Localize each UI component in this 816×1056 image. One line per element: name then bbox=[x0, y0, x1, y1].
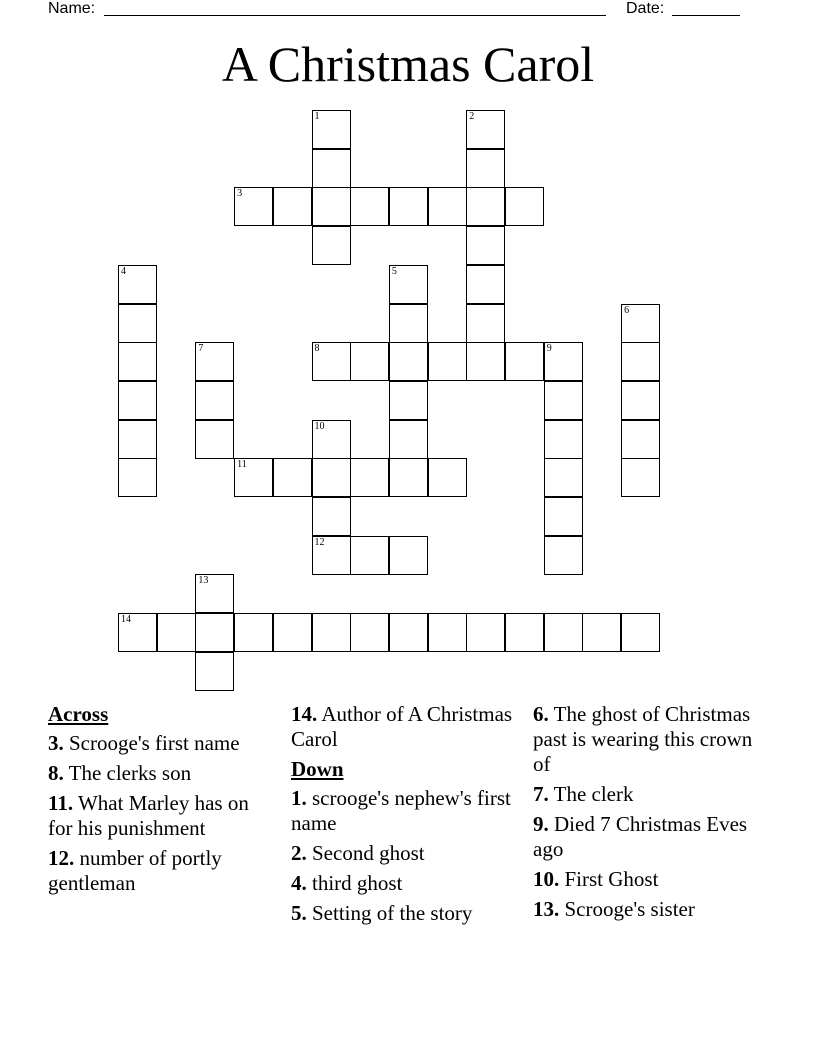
page-title: A Christmas Carol bbox=[221, 36, 595, 92]
grid-cell[interactable] bbox=[389, 265, 428, 304]
grid-cell[interactable] bbox=[621, 381, 660, 420]
grid-cell[interactable] bbox=[389, 420, 428, 459]
clue-number: 5 bbox=[391, 265, 397, 277]
grid-cell[interactable] bbox=[273, 458, 312, 497]
grid-cell[interactable] bbox=[312, 110, 351, 149]
grid-cell[interactable] bbox=[118, 381, 157, 420]
grid-cell[interactable] bbox=[350, 342, 389, 381]
clue-column-3 bbox=[533, 702, 773, 927]
grid-cell[interactable] bbox=[350, 187, 389, 226]
clue-number: 1 bbox=[314, 111, 320, 122]
grid-cell[interactable] bbox=[312, 149, 351, 188]
grid-cell[interactable] bbox=[195, 381, 234, 420]
clue-number: 2 bbox=[469, 111, 475, 122]
clue-down-9: 9. Died 7 Christmas Eves ago bbox=[533, 812, 748, 861]
grid-cell[interactable] bbox=[389, 613, 428, 652]
grid-cell[interactable] bbox=[389, 536, 428, 575]
grid-cell[interactable] bbox=[621, 342, 660, 381]
grid-cell[interactable] bbox=[195, 420, 234, 459]
grid-cell[interactable] bbox=[234, 458, 273, 497]
grid-cell[interactable] bbox=[234, 187, 273, 226]
clue-across-8: 8. The clerks son bbox=[48, 761, 192, 785]
grid-cell[interactable] bbox=[312, 458, 351, 497]
grid-cell[interactable] bbox=[389, 381, 428, 420]
across-heading: Across bbox=[48, 702, 109, 726]
grid-cell[interactable] bbox=[621, 420, 660, 459]
grid-cell[interactable] bbox=[621, 458, 660, 497]
grid-cell[interactable] bbox=[195, 574, 234, 613]
grid-cell[interactable] bbox=[621, 613, 660, 652]
grid-cell[interactable] bbox=[544, 420, 583, 459]
grid-cell[interactable] bbox=[466, 149, 505, 188]
grid-cell[interactable] bbox=[466, 226, 505, 265]
clue-down-6: 6. The ghost of Christmas past is wearing this crown of bbox=[533, 702, 753, 776]
clue-across-12: 12. number of portly gentleman bbox=[48, 846, 222, 895]
grid-cell[interactable] bbox=[118, 613, 157, 652]
grid-cell[interactable] bbox=[118, 265, 157, 304]
clue-column-1 bbox=[48, 702, 270, 901]
clue-across-3: 3. Scrooge's first name bbox=[48, 731, 240, 755]
grid-cell[interactable] bbox=[389, 187, 428, 226]
grid-cell[interactable] bbox=[350, 458, 389, 497]
clue-number: 11 bbox=[237, 459, 247, 471]
clue-number: 9 bbox=[546, 343, 552, 355]
clue-down-1: 1. scrooge's nephew's first name bbox=[291, 786, 511, 835]
grid-cell[interactable] bbox=[544, 613, 583, 652]
clue-number: 14 bbox=[121, 614, 131, 626]
clue-number: 3 bbox=[237, 188, 243, 200]
clue-number: 7 bbox=[198, 343, 204, 355]
clue-down-10: 10. First Ghost bbox=[533, 867, 659, 891]
grid-cell[interactable] bbox=[312, 536, 351, 575]
grid-cell[interactable] bbox=[466, 187, 505, 226]
grid-cell[interactable] bbox=[466, 342, 505, 381]
grid-cell[interactable] bbox=[544, 342, 583, 381]
clue-number: 6 bbox=[624, 304, 630, 316]
clue-across-14: 14. Author of A Christmas Carol bbox=[291, 702, 513, 751]
clue-down-2: 2. Second ghost bbox=[291, 841, 425, 865]
grid-cell[interactable] bbox=[428, 458, 467, 497]
grid-cell[interactable] bbox=[466, 613, 505, 652]
grid-cell[interactable] bbox=[544, 381, 583, 420]
grid-cell[interactable] bbox=[389, 458, 428, 497]
clue-number: 13 bbox=[198, 575, 209, 587]
clue-down-7: 7. The clerk bbox=[533, 782, 634, 806]
clue-number: 4 bbox=[121, 265, 126, 277]
grid-cell[interactable] bbox=[466, 110, 505, 149]
grid-cell[interactable] bbox=[544, 497, 583, 536]
down-heading: Down bbox=[291, 757, 344, 781]
grid-cell[interactable] bbox=[505, 342, 544, 381]
clue-down-4: 4. third ghost bbox=[291, 871, 403, 895]
clue-number: 12 bbox=[314, 536, 325, 548]
grid-cell[interactable] bbox=[505, 187, 544, 226]
grid-cell[interactable] bbox=[118, 420, 157, 459]
grid-cell[interactable] bbox=[466, 304, 505, 343]
grid-cell[interactable] bbox=[466, 265, 505, 304]
grid-cell[interactable] bbox=[195, 652, 234, 691]
grid-cell[interactable] bbox=[312, 226, 351, 265]
clue-down-5: 5. Setting of the story bbox=[291, 901, 473, 925]
grid-cell[interactable] bbox=[312, 613, 351, 652]
grid-cell[interactable] bbox=[544, 458, 583, 497]
grid-cell[interactable] bbox=[312, 187, 351, 226]
grid-cell[interactable] bbox=[157, 613, 196, 652]
grid-cell[interactable] bbox=[118, 304, 157, 343]
grid-cell[interactable] bbox=[428, 187, 467, 226]
grid-cell[interactable] bbox=[312, 342, 351, 381]
grid-cell[interactable] bbox=[389, 304, 428, 343]
name-label: Name: bbox=[48, 0, 96, 17]
grid-cell[interactable] bbox=[273, 613, 312, 652]
grid-cell[interactable] bbox=[505, 613, 544, 652]
grid-cell[interactable] bbox=[389, 342, 428, 381]
grid-cell[interactable] bbox=[428, 613, 467, 652]
clue-number: 10 bbox=[314, 420, 325, 432]
clue-column-2 bbox=[291, 702, 513, 931]
date-label: Date: bbox=[626, 0, 665, 17]
clue-across-11: 11. What Marley has on for his punishment bbox=[48, 791, 249, 840]
grid-cell[interactable] bbox=[118, 458, 157, 497]
grid-cell[interactable] bbox=[582, 613, 621, 652]
grid-cell[interactable] bbox=[428, 342, 467, 381]
clue-down-13: 13. Scrooge's sister bbox=[533, 897, 695, 921]
grid-cell[interactable] bbox=[350, 536, 389, 575]
grid-cell[interactable] bbox=[273, 187, 312, 226]
grid-cell[interactable] bbox=[118, 342, 157, 381]
grid-cell[interactable] bbox=[195, 613, 234, 652]
grid-cell[interactable] bbox=[312, 420, 351, 459]
grid-cell[interactable] bbox=[234, 613, 273, 652]
grid-cell[interactable] bbox=[195, 342, 234, 381]
grid-cell[interactable] bbox=[350, 613, 389, 652]
grid-cell[interactable] bbox=[621, 304, 660, 343]
clue-number: 8 bbox=[314, 343, 320, 355]
grid-cell[interactable] bbox=[544, 536, 583, 575]
grid-cell[interactable] bbox=[312, 497, 351, 536]
